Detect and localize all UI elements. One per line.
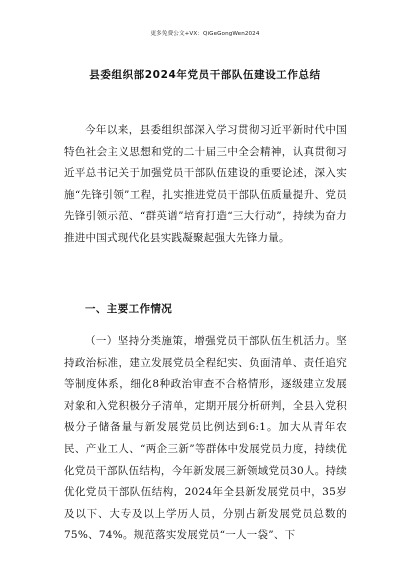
intro-paragraph: 今年以来，县委组织部深入学习贯彻习近平新时代中国特色社会主义思想和党的二十届三中全会精神，认真贯彻习近平总书记关于加强党员干部队伍建设的重要论述，深入实施“先锋引领”工程，扎实推进党员干部队伍质量提升、党员先锋引领示范、“群英谱”培育打造“三大行动”，持续为奋力推进中国式现代化县实践凝聚起强大先锋力量。	[64, 124, 347, 244]
body-paragraph: （一）坚持分类施策，增强党员干部队伍生机活力。坚持政治标准，建立发展党员全程纪实、负面清单、责任追究等制度体系，细化8种政治审查不合格情形，逐级建立发展对象和入党积极分子清单，定期开展分析研判，全县入党积极分子储备量与新发展党员比例达到6:1。加大从青年农民、产业工人、“两企三新”等群体中发展党员力度，持续优化党员干部队伍结构，今年新发展三新领域党员30人。持续优化党员干部队伍结构，2024年全县新发展党员中，35岁及以下、大专及以上学历人员，分别占新发展党员总数的75%、74%。规范落实发展党员“一人一袋”、下	[64, 335, 347, 542]
header-note: 更多免费公文+VX：QiGeGongWen2024	[150, 31, 260, 37]
section-heading: 一、主要工作情况	[85, 303, 173, 315]
document-title: 县委组织部2024年党员干部队伍建设工作总结	[89, 69, 321, 81]
